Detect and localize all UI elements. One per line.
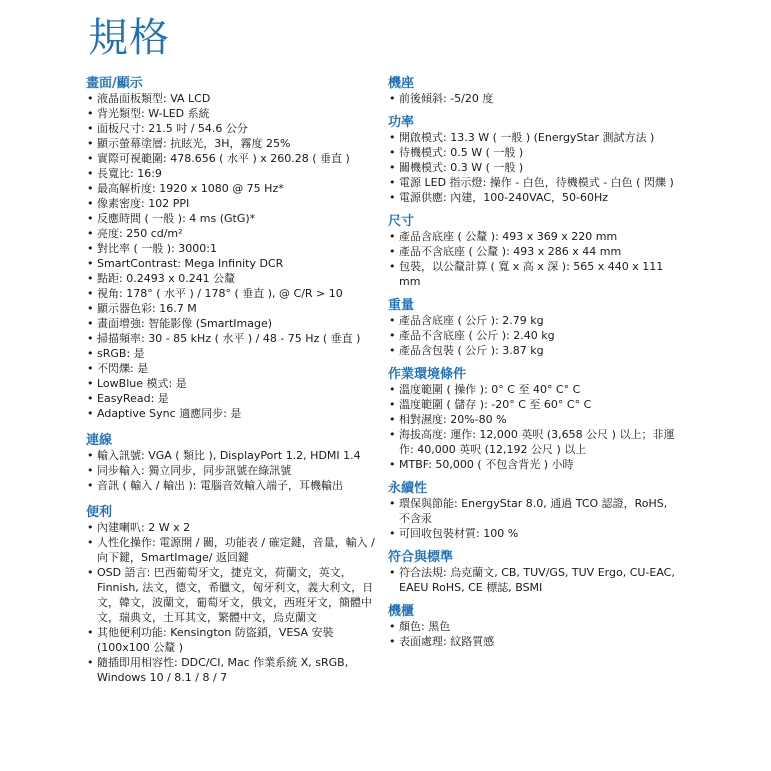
spec-item: • 溫度範圍 ( 操作 ): 0° C 至 40° C° C [388, 382, 678, 397]
spec-item: • 點距: 0.2493 x 0.241 公釐 [86, 271, 376, 286]
section-heading: 尺寸 [388, 214, 415, 229]
spec-item: • 相對濕度: 20%-80 % [388, 412, 678, 427]
section-connectivity [86, 433, 376, 493]
section-cabinet [388, 604, 678, 649]
spec-item: • 電源 LED 指示燈: 操作 - 白色，待機模式 - 白色 ( 閃爍 ) [388, 175, 678, 190]
spec-item: • 待機模式: 0.5 W ( 一般 ) [388, 145, 678, 160]
spec-item: • 對比率 ( 一般 ): 3000:1 [86, 241, 376, 256]
section-heading: 永續性 [388, 481, 428, 496]
spec-item: • 產品含包裝 ( 公斤 ): 3.87 kg [388, 343, 678, 358]
spec-item: • 關機模式: 0.3 W ( 一般 ) [388, 160, 678, 175]
spec-list [388, 496, 678, 541]
spec-item: • 其他便利功能: Kensington 防盜鎖，VESA 安裝 (100x100 公釐 ) [86, 625, 376, 655]
spec-item: • 長寬比: 16:9 [86, 166, 376, 181]
spec-item: • 顏色: 黑色 [388, 619, 678, 634]
section-convenience [86, 505, 376, 685]
spec-list [388, 229, 678, 289]
spec-item: • 液晶面板類型: VA LCD [86, 91, 376, 106]
spec-item: • OSD 語言: 巴西葡萄牙文，捷克文，荷蘭文，英文，Finnish, 法文，德文，希臘文，匈牙利文，義大利文，日文，韓文，波蘭文，葡萄牙文，俄文，西班牙文，簡體中文，瑞典文，土耳其文，繁體中文，烏克蘭文 [86, 565, 376, 625]
spec-list [388, 91, 678, 106]
spec-item: • SmartContrast: Mega Infinity DCR [86, 256, 376, 271]
section-heading: 符合與標準 [388, 550, 454, 565]
spec-item: • Adaptive Sync 適應同步: 是 [86, 406, 376, 421]
spec-item: • 人性化操作: 電源開 / 關，功能表 / 確定鍵，音量，輸入 / 向下鍵，SmartImage/ 返回鍵 [86, 535, 376, 565]
spec-item: • MTBF: 50,000 ( 不包含背光 ) 小時 [388, 457, 678, 472]
spec-list [388, 130, 678, 205]
spec-list [388, 382, 678, 472]
section-heading: 畫面/顯示 [86, 76, 143, 91]
left-column [86, 76, 376, 685]
section-sustainability [388, 481, 678, 541]
spec-list [388, 313, 678, 358]
section-dimensions [388, 214, 678, 289]
spec-item: • 溫度範圍 ( 儲存 ): -20° C 至 60° C° C [388, 397, 678, 412]
spec-item: • 音訊 ( 輸入 / 輸出 ): 電腦音效輸入端子，耳機輸出 [86, 478, 376, 493]
spec-item: • 內建喇叭: 2 W x 2 [86, 520, 376, 535]
section-heading: 便利 [86, 505, 113, 520]
section-display [86, 76, 376, 421]
spec-item: • 產品不含底座 ( 公釐 ): 493 x 286 x 44 mm [388, 244, 678, 259]
spec-list [86, 91, 376, 421]
spec-list [388, 619, 678, 649]
section-compliance [388, 550, 678, 595]
spec-item: • 畫面增強: 智能影像 (SmartImage) [86, 316, 376, 331]
section-power [388, 115, 678, 205]
spec-item: • 可回收包裝材質: 100 % [388, 526, 678, 541]
spec-item: • 實際可視範圍: 478.656 ( 水平 ) x 260.28 ( 垂直 ) [86, 151, 376, 166]
spec-list [388, 565, 678, 595]
spec-item: • EasyRead: 是 [86, 391, 376, 406]
right-column [388, 76, 678, 649]
spec-item: • 隨插即用相容性: DDC/CI, Mac 作業系統 X, sRGB, Windows 10 / 8.1 / 8 / 7 [86, 655, 376, 685]
spec-item: • 開啟模式: 13.3 W ( 一般 ) (EnergyStar 測試方法 ) [388, 130, 678, 145]
section-environment [388, 367, 678, 472]
spec-item: • 產品含底座 ( 公釐 ): 493 x 369 x 220 mm [388, 229, 678, 244]
spec-item: • 環保與節能: EnergyStar 8.0, 通過 TCO 認證，RoHS, 不含汞 [388, 496, 678, 526]
spec-item: • 電源供應: 內建，100-240VAC，50-60Hz [388, 190, 678, 205]
spec-item: • 包裝，以公釐計算 ( 寬 x 高 x 深 ): 565 x 440 x 111 mm [388, 259, 678, 289]
spec-item: • 反應時間 ( 一般 ): 4 ms (GtG)* [86, 211, 376, 226]
spec-item: • 產品含底座 ( 公斤 ): 2.79 kg [388, 313, 678, 328]
spec-item: • 前後傾斜: -5/20 度 [388, 91, 678, 106]
spec-item: • 不閃爍: 是 [86, 361, 376, 376]
spec-item: • 面板尺寸: 21.5 吋 / 54.6 公分 [86, 121, 376, 136]
section-heading: 功率 [388, 115, 415, 130]
spec-item: • 輸入訊號: VGA ( 類比 ), DisplayPort 1.2, HDMI 1.4 [86, 448, 376, 463]
page-title: 規格 [88, 15, 170, 61]
section-heading: 機櫃 [388, 604, 415, 619]
spec-item: • 顯示螢幕塗層: 抗眩光，3H，霧度 25% [86, 136, 376, 151]
spec-item: • 視角: 178° ( 水平 ) / 178° ( 垂直 ), @ C/R > 10 [86, 286, 376, 301]
section-heading: 重量 [388, 298, 415, 313]
spec-item: • 掃描頻率: 30 - 85 kHz ( 水平 ) / 48 - 75 Hz ( 垂直 ) [86, 331, 376, 346]
spec-item: • sRGB: 是 [86, 346, 376, 361]
spec-item: • 海拔高度: 運作: 12,000 英呎 (3,658 公尺 ) 以上；非運作: 40,000 英呎 (12,192 公尺 ) 以上 [388, 427, 678, 457]
spec-item: • 亮度: 250 cd/m² [86, 226, 376, 241]
spec-list [86, 520, 376, 685]
section-weight [388, 298, 678, 358]
spec-item: • 表面處理: 紋路質感 [388, 634, 678, 649]
spec-item: • 產品不含底座 ( 公斤 ): 2.40 kg [388, 328, 678, 343]
section-heading: 機座 [388, 76, 415, 91]
section-heading: 作業環境條件 [388, 367, 467, 382]
spec-item: • 顯示器色彩: 16.7 M [86, 301, 376, 316]
spec-item: • 最高解析度: 1920 x 1080 @ 75 Hz* [86, 181, 376, 196]
section-heading: 連線 [86, 433, 113, 448]
spec-item: • 背光類型: W-LED 系統 [86, 106, 376, 121]
spec-item: • 同步輸入: 獨立同步，同步訊號在綠訊號 [86, 463, 376, 478]
section-stand [388, 76, 678, 106]
spec-item: • LowBlue 模式: 是 [86, 376, 376, 391]
spec-item: • 符合法規: 烏克蘭文, CB, TUV/GS, TUV Ergo, CU-EAC, EAEU RoHS, CE 標誌, BSMI [388, 565, 678, 595]
spec-item: • 像素密度: 102 PPI [86, 196, 376, 211]
spec-list [86, 448, 376, 493]
